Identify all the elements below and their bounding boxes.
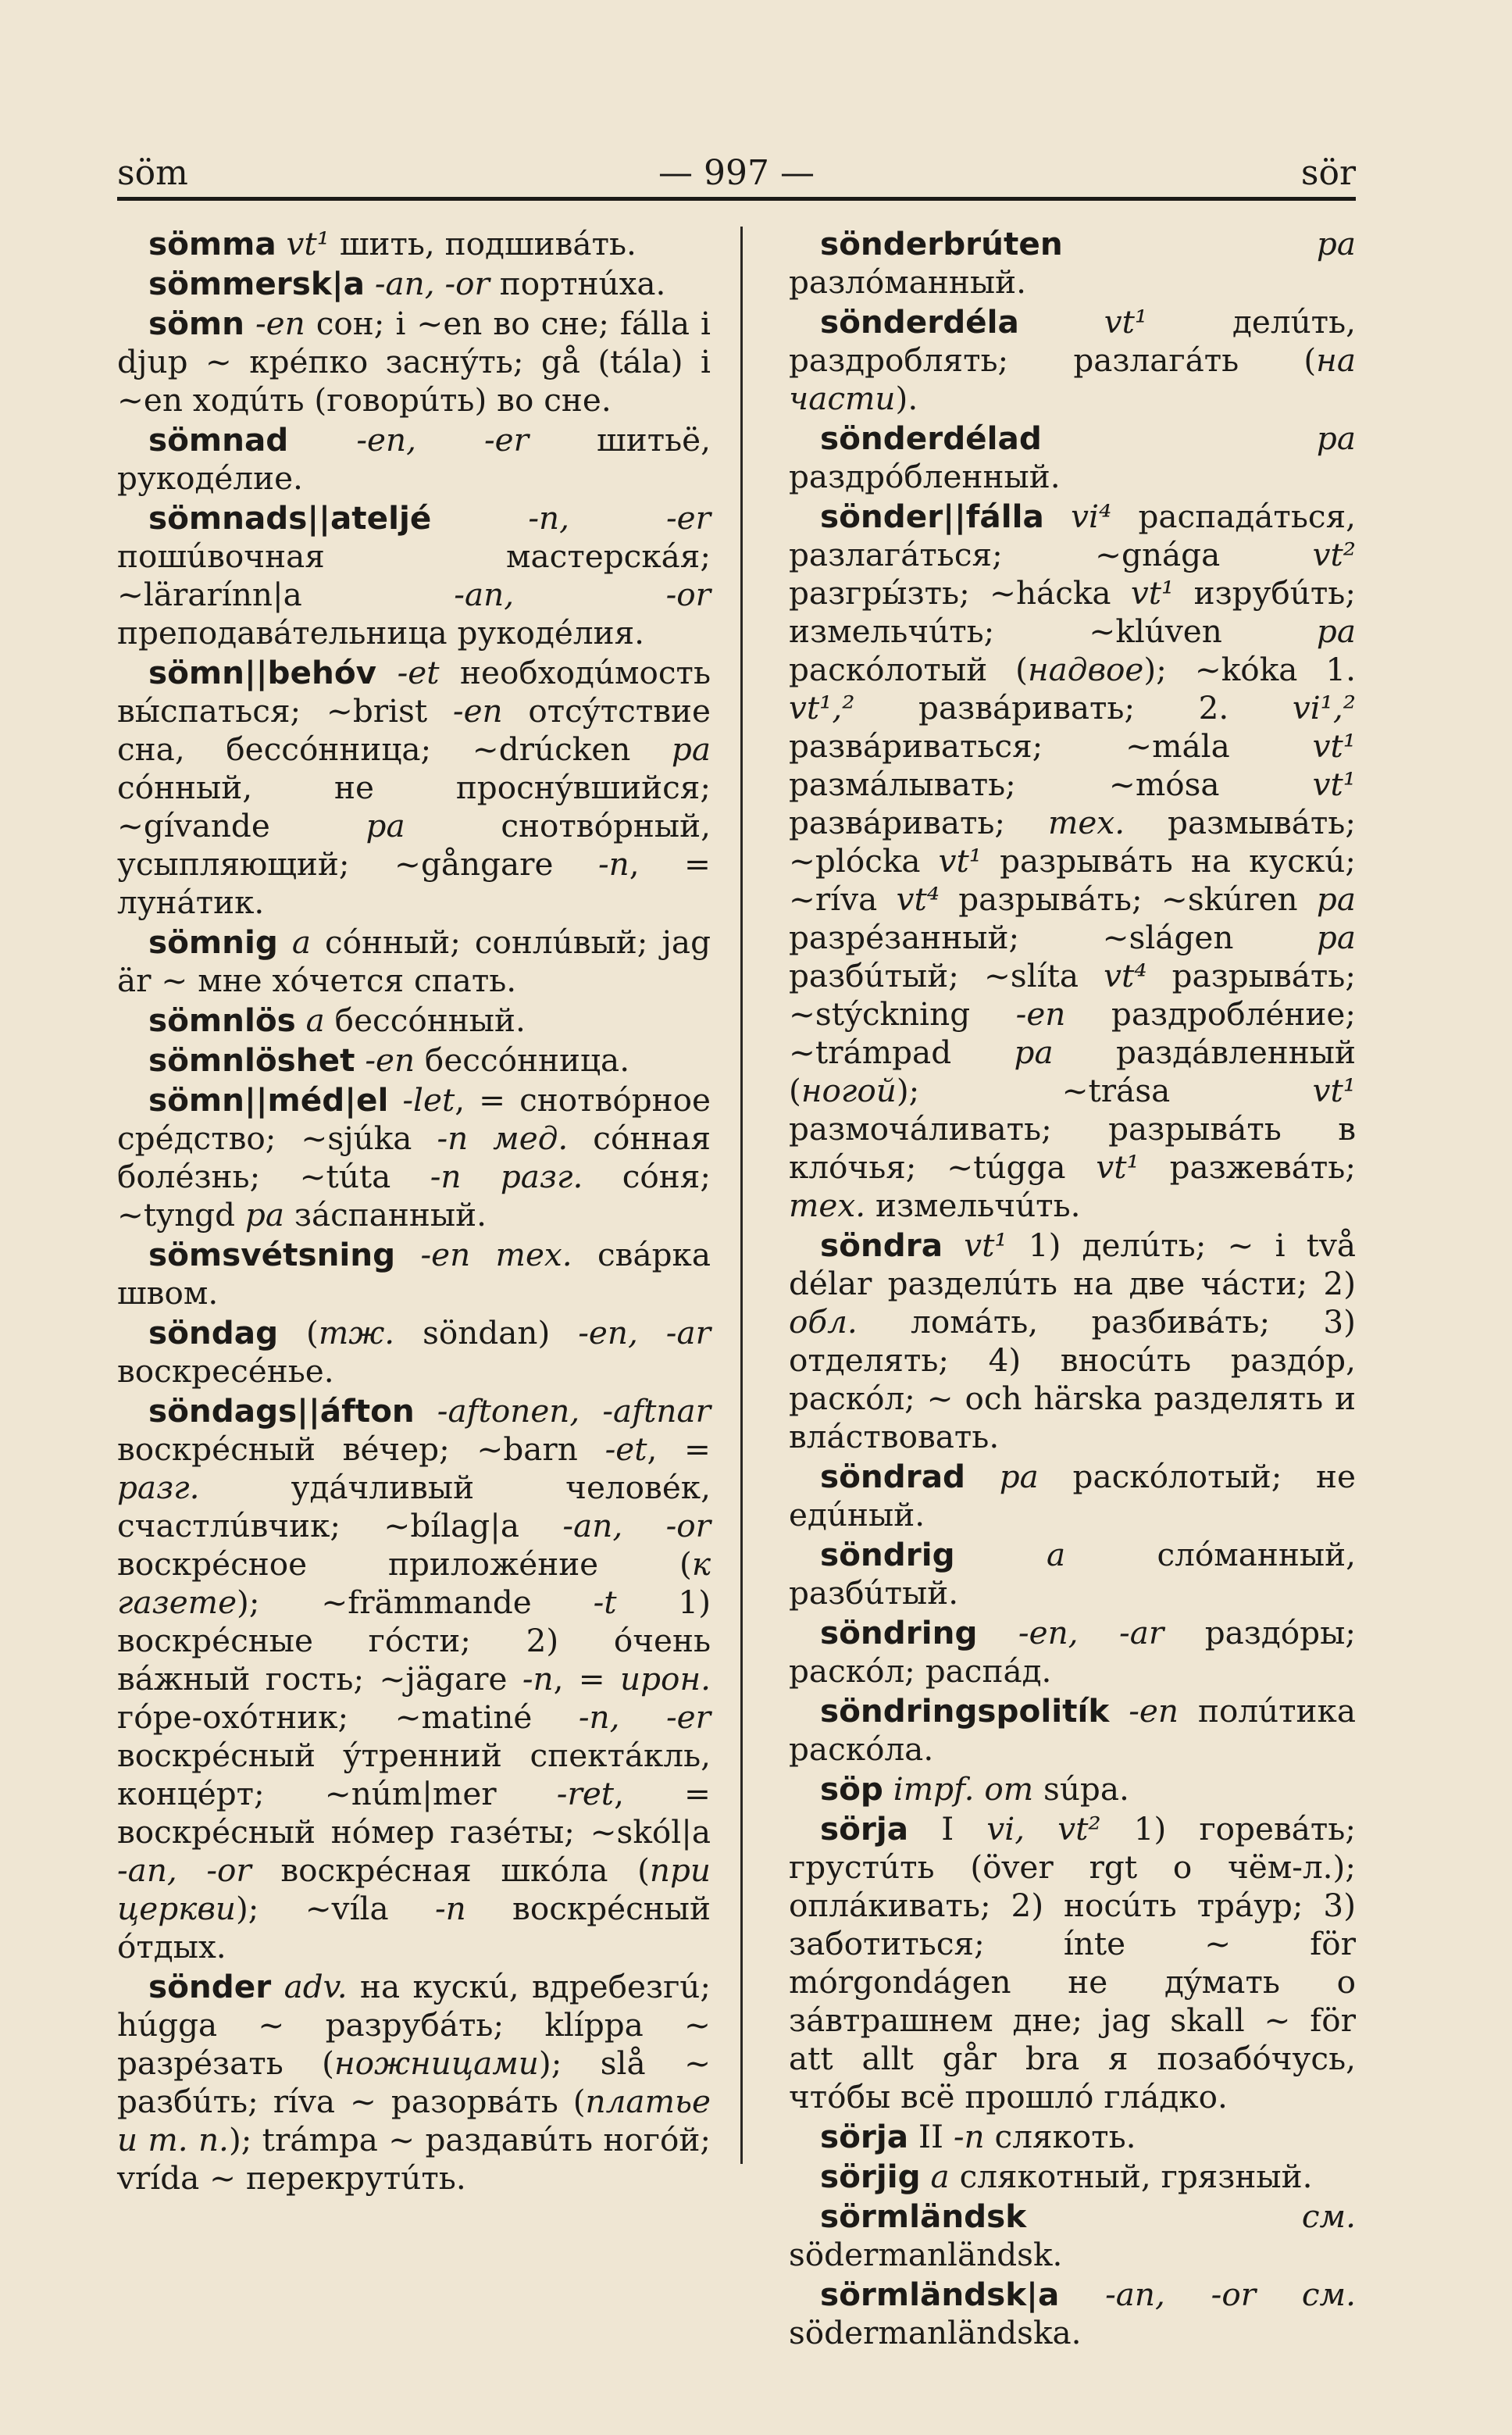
entry-text: södermanländska. <box>789 2314 1082 2351</box>
entry-text: полúтика раскóла. <box>789 1692 1356 1768</box>
entry-text: разрéзанный; ~slágen <box>789 919 1317 956</box>
entry-text: зáспанный. <box>284 1196 487 1234</box>
entry-grammar-note: см. <box>1301 2198 1356 2235</box>
entry-text: шить, подшивáть. <box>329 225 637 262</box>
entry-grammar-note: обл. <box>789 1303 858 1341</box>
entry-text <box>388 1081 402 1119</box>
entry-text <box>977 1614 1018 1651</box>
entry-text: söndan) <box>394 1314 579 1351</box>
entry-grammar-note: vt¹ <box>1312 1072 1356 1109</box>
entry-grammar-note: pa <box>1316 612 1356 650</box>
entry-text <box>955 1536 1047 1573</box>
entry-grammar-note: -en <box>452 692 503 730</box>
entry-text: , = лунáтик. <box>117 845 711 921</box>
entry-grammar-note: -n мед. <box>437 1119 569 1157</box>
entry-text <box>975 1770 985 1808</box>
entry-text: сóнный, не проснýвшийся; ~gívande <box>117 769 711 844</box>
entry-text: развáриваться; ~mála <box>789 727 1313 765</box>
dictionary-entry <box>117 1968 711 2198</box>
entry-grammar-note: при церкви <box>117 1851 711 1927</box>
entry-text <box>1026 2198 1302 2235</box>
entry-grammar-note: -en <box>365 1041 415 1079</box>
dictionary-entry <box>789 1226 1356 1456</box>
entry-grammar-note: тех. <box>789 1187 866 1224</box>
entry-grammar-note: vt¹ <box>1312 727 1356 765</box>
entry-text: разрывáть; ~stýckning <box>789 957 1356 1033</box>
entry-text: снотвóрный, усыпляющий; ~gångare <box>117 807 711 883</box>
dictionary-entry <box>789 2158 1356 2196</box>
entry-grammar-note: тех. <box>1048 804 1125 841</box>
entry-text: воскрéсное приложéние ( <box>117 1545 692 1583</box>
entry-text: изрубúть; измельчúть; ~klúven <box>789 574 1356 650</box>
entry-headword: sörmländsk|a <box>820 2276 1060 2313</box>
dictionary-entry <box>789 1614 1356 1691</box>
entry-text: необходúмость вы́спаться; ~brist <box>117 654 711 730</box>
entry-grammar-note: vt¹ <box>1096 1148 1139 1186</box>
entry-text: развáривать; <box>789 804 1049 841</box>
entry-grammar-note: -an, -or <box>117 1851 251 1889</box>
entry-grammar-note: платье и т. п. <box>117 2083 711 2158</box>
entry-text: , = снотвóрное срéдство; ~sjúka <box>117 1081 711 1157</box>
entry-text: ); ~främmande <box>237 1583 594 1621</box>
entry-grammar-note: ногой <box>801 1072 897 1109</box>
entry-text: сóня; ~tyngd <box>117 1158 711 1234</box>
entry-text: измельчúть. <box>865 1187 1081 1224</box>
entry-headword: sömnlös <box>148 1001 296 1039</box>
entry-text: отсýтствие сна, бессóнница; ~drúcken <box>117 692 711 768</box>
entry-grammar-note: -en, -er <box>356 421 530 459</box>
entry-grammar-note: pa <box>366 807 405 844</box>
entry-text <box>276 225 287 262</box>
entry-grammar-note: -ret <box>556 1775 615 1812</box>
entry-headword: sörja <box>820 1810 909 1848</box>
entry-text <box>1042 420 1317 457</box>
entry-grammar-note: vi¹,² <box>1292 689 1356 727</box>
entry-text: слякотный, грязный. <box>949 2158 1313 2195</box>
entry-headword: sömmersk|a <box>148 265 365 302</box>
dictionary-entry <box>117 1081 711 1234</box>
entry-grammar-note: a <box>930 2158 950 2195</box>
entry-text: бессóнница. <box>415 1041 630 1079</box>
entry-headword: söndra <box>820 1226 943 1264</box>
entry-headword: sömn||méd|el <box>148 1081 389 1119</box>
entry-text: на кускú, вдребезгú; húgga ~ разрубáть; klíppa ~ разрéзать ( <box>117 1968 711 2082</box>
entry-headword: söndrig <box>820 1536 955 1573</box>
entry-text: воскрéсный ýтренний спектáкль, концéрт; ~núm|mer <box>117 1737 711 1812</box>
entry-text: раздáвленный ( <box>789 1034 1356 1109</box>
entry-text: ). <box>895 380 918 417</box>
entry-grammar-note: -n <box>953 2118 985 2155</box>
entry-headword: sönder||fálla <box>820 498 1044 535</box>
entry-headword: söndring <box>820 1614 978 1651</box>
page-number: — 997 — <box>658 153 815 193</box>
dictionary-entry <box>789 2198 1356 2274</box>
dictionary-entry <box>117 1314 711 1391</box>
dictionary-entry <box>117 265 711 303</box>
entry-grammar-note: -t <box>593 1583 617 1621</box>
entry-text: свáрка швом. <box>117 1236 711 1312</box>
entry-headword: söp <box>820 1770 883 1808</box>
entry-grammar-note: тж. <box>318 1314 395 1351</box>
entry-headword: söndrad <box>820 1458 966 1495</box>
header-left-guide-word: söm <box>117 153 188 193</box>
dictionary-entry <box>789 1810 1356 2116</box>
entry-grammar-note: pa <box>244 1196 284 1234</box>
entry-grammar-note: vt⁴ <box>896 880 940 918</box>
dictionary-entry <box>117 305 711 420</box>
entry-headword: söndag <box>148 1314 279 1351</box>
entry-text: ); ~kóka 1. <box>1143 651 1356 688</box>
entry-text: разбúтый; ~slíta <box>789 957 1104 994</box>
entry-text: сóнный; сонлúвый; jag är ~ мне хóчется спать. <box>117 923 711 999</box>
entry-grammar-note: adv. <box>284 1968 348 2005</box>
entry-grammar-note: vt¹ <box>964 1226 1007 1264</box>
entry-grammar-note: -en тех. <box>420 1236 572 1273</box>
entry-headword: söndags||áfton <box>148 1392 415 1430</box>
entry-grammar-note: vt¹ <box>286 225 330 262</box>
right-column <box>789 225 1356 2354</box>
entry-grammar-note: -et <box>604 1430 647 1468</box>
entry-headword: sömn||behóv <box>148 654 377 691</box>
entry-grammar-note: pa <box>1316 880 1356 918</box>
entry-text <box>1019 303 1104 341</box>
dictionary-entry <box>789 2276 1356 2352</box>
entry-text <box>355 1041 365 1079</box>
entry-text: развáривать; 2. <box>854 689 1293 727</box>
dictionary-entry <box>789 303 1356 418</box>
entry-text <box>244 305 255 342</box>
dictionary-entry <box>117 499 711 652</box>
entry-grammar-note: vt¹ <box>1130 574 1175 612</box>
entry-grammar-note: -n разг. <box>430 1158 583 1195</box>
dictionary-entry <box>789 225 1356 302</box>
entry-text <box>288 421 356 459</box>
entry-text: , = воскрéсный нóмер газéты; ~skól|a <box>117 1775 711 1851</box>
entry-grammar-note: -en, -ar <box>1018 1614 1164 1651</box>
header-right-guide-word: sör <box>1300 153 1356 193</box>
dictionary-entry <box>117 1001 711 1040</box>
entry-text: размáлывать; ~mósa <box>789 766 1313 803</box>
entry-text: разгры́зть; ~hácka <box>789 574 1131 612</box>
entry-text: 1) воскрéсные гóсти; 2) óчень вáжный гость; ~jägare <box>117 1583 711 1698</box>
dictionary-entry <box>789 1458 1356 1534</box>
entry-text <box>1109 1692 1129 1730</box>
entry-text: ); slå ~ разбúть; ríva ~ разорвáть ( <box>117 2044 711 2120</box>
entry-grammar-note: -an, -or <box>562 1507 711 1544</box>
entry-grammar-note: -an, -or <box>374 265 490 302</box>
entry-grammar-note: pa <box>1014 1034 1054 1071</box>
entry-grammar-note: разг. <box>117 1469 200 1506</box>
entry-text: 1) делúть; ~ i två délar разделúть на две чáсти; 2) <box>789 1226 1357 1302</box>
entry-grammar-note: vt¹ <box>1104 303 1148 341</box>
entry-grammar-note: ирон. <box>620 1660 711 1698</box>
entry-grammar-note: pa <box>1316 919 1356 956</box>
dictionary-entry <box>789 1692 1356 1769</box>
entry-grammar-note: vi⁴ <box>1071 498 1112 535</box>
dictionary-entry <box>789 1536 1356 1612</box>
entry-grammar-note: -et <box>397 654 440 691</box>
dictionary-entry <box>789 420 1356 496</box>
dictionary-entry <box>789 1770 1356 1808</box>
entry-grammar-note: a <box>305 1001 325 1039</box>
entry-grammar-note: -an, -or см. <box>1105 2276 1356 2313</box>
entry-text: делúть, раздроблять; разлагáть ( <box>789 303 1357 379</box>
entry-headword: sönderbrúten <box>820 225 1063 262</box>
entry-text: размывáть; ~plócka <box>789 804 1356 880</box>
entry-grammar-note: к газете <box>117 1545 711 1621</box>
entry-text: разрывáть на кускú; ~ríva <box>789 842 1356 918</box>
entry-grammar-note: pa <box>1316 420 1356 457</box>
entry-text <box>883 1770 893 1808</box>
dictionary-entry <box>117 1236 711 1312</box>
entry-grammar-note: -let <box>402 1081 455 1119</box>
entry-text <box>1044 498 1071 535</box>
entry-text <box>376 654 398 691</box>
entry-text: ( <box>278 1314 319 1351</box>
entry-headword: söndringspolitík <box>820 1692 1110 1730</box>
entry-text: воскрéсный óтдых. <box>117 1890 711 1965</box>
entry-text <box>1059 2276 1105 2313</box>
entry-text: портнúха. <box>489 265 666 302</box>
entry-text: размочáливать; разрывáть в клóчья; ~túgga <box>789 1110 1356 1186</box>
entry-text: воскрéсный вéчер; ~barn <box>117 1430 605 1468</box>
dictionary-entry <box>789 2118 1356 2156</box>
entry-grammar-note: -en <box>1015 995 1066 1033</box>
entry-text <box>921 2158 931 2195</box>
entry-grammar-note: надвое <box>1027 651 1144 688</box>
page-header <box>117 150 1356 197</box>
entry-text: разрывáть; ~skúren <box>939 880 1317 918</box>
entry-text: 1) горевáть; грустúть (över rgt о чём-л.); оплáкивать; 2) носúть трáур; 3) заботиться; ínte ~ för mórgondágen не дýмать о зáвтрашнем дне; jag skall ~ för att allt går bra я позабóчусь, чтóбы всё прошлó глáдко. <box>789 1810 1356 2115</box>
entry-text: разлóманный. <box>789 263 1027 301</box>
entry-text: слякоть. <box>984 2118 1136 2155</box>
entry-text: бессóнный. <box>324 1001 526 1039</box>
entry-text: I <box>908 1810 987 1848</box>
entry-text: раздóры; раскóл; распáд. <box>789 1614 1356 1690</box>
entry-grammar-note: -n <box>434 1890 466 1927</box>
entry-text <box>943 1226 964 1264</box>
entry-text: súpa. <box>1033 1770 1129 1808</box>
entry-text: II <box>908 2118 954 2155</box>
dictionary-entry <box>117 225 711 263</box>
dictionary-entry <box>117 1392 711 1966</box>
entry-headword: sömsvétsning <box>148 1236 396 1273</box>
dictionary-entry <box>789 498 1356 1225</box>
entry-text: ломáть, разбивáть; 3) отделять; 4) вносúть раздóр, раскóл; ~ och härska разделять и влáствовать. <box>789 1303 1356 1455</box>
entry-grammar-note: vt¹,² <box>789 689 855 727</box>
dictionary-entry <box>117 1041 711 1080</box>
entry-text <box>365 265 375 302</box>
entry-text: удáчливый человéк, счастлúвчик; ~bílag|a <box>117 1469 711 1544</box>
entry-headword: sömnad <box>148 421 289 459</box>
entry-grammar-note: a <box>1046 1536 1066 1573</box>
entry-headword: sönderdéla <box>820 303 1019 341</box>
entry-text <box>395 1236 420 1273</box>
entry-text: воскрéсная шкóла ( <box>251 1851 650 1889</box>
entry-grammar-note: pa <box>999 1458 1039 1495</box>
entry-grammar-note: -n <box>597 845 629 883</box>
entry-text: гóре-охóтник; ~matiné <box>117 1698 579 1736</box>
entry-text: раскóлотый ( <box>789 651 1028 688</box>
entry-text: ); trámpa ~ раздавúть ногóй; vrída ~ перекрутúть. <box>117 2121 711 2197</box>
entry-headword: sömma <box>148 225 276 262</box>
entry-text: раздроблéние; ~trámpad <box>789 995 1356 1071</box>
entry-text: воскресéнье. <box>117 1352 334 1390</box>
entry-text: сóнная болéзнь; ~túta <box>117 1119 711 1195</box>
entry-grammar-note: -en, -ar <box>578 1314 711 1351</box>
entry-grammar-note: impf. <box>893 1770 975 1808</box>
entry-text: распадáться, разлагáться; ~gnága <box>789 498 1356 573</box>
entry-grammar-note: om <box>984 1770 1034 1808</box>
entry-headword: sömnads||ateljé <box>148 499 432 537</box>
entry-headword: sönderdélad <box>820 420 1042 457</box>
entry-text <box>296 1001 306 1039</box>
entry-grammar-note: -aftonen, -aftnar <box>437 1392 711 1430</box>
dictionary-entry <box>117 654 711 922</box>
entry-text: слóманный, разбúтый. <box>789 1536 1357 1612</box>
entry-grammar-note: pa <box>1316 225 1356 262</box>
left-column <box>117 225 711 2199</box>
entry-grammar-note: vt¹ <box>1312 766 1356 803</box>
entry-grammar-note: a <box>291 923 311 961</box>
entry-text: шитьё, рукодéлие. <box>117 421 711 497</box>
header-rule <box>117 197 1356 201</box>
entry-grammar-note: -n, -er <box>578 1698 711 1736</box>
entry-text: , = <box>647 1430 711 1468</box>
entry-grammar-note: -en <box>255 305 305 342</box>
entry-text: преподавáтельница рукодéлия. <box>117 614 644 652</box>
entry-text: раздрóбленный. <box>789 458 1061 495</box>
entry-headword: sömn <box>148 305 244 342</box>
entry-grammar-note: vt¹ <box>938 842 982 880</box>
entry-grammar-note: -an, -or <box>454 576 711 613</box>
entry-grammar-note: на части <box>789 341 1356 417</box>
entry-headword: sörja <box>820 2118 909 2155</box>
entry-text <box>271 1968 284 2005</box>
entry-grammar-note: -en <box>1129 1692 1179 1730</box>
entry-headword: sömnig <box>148 923 278 961</box>
dictionary-entry <box>117 923 711 1000</box>
entry-grammar-note: -n <box>522 1660 554 1698</box>
entry-text <box>965 1458 1000 1495</box>
entry-text: разжевáть; <box>1139 1148 1357 1186</box>
entry-grammar-note: -n, -er <box>528 499 711 537</box>
entry-headword: sörmländsk <box>820 2198 1027 2235</box>
entry-text <box>415 1392 437 1430</box>
entry-text: раскóлотый; не едúный. <box>789 1458 1357 1533</box>
column-divider <box>740 227 743 2164</box>
entry-grammar-note: vt⁴ <box>1104 957 1147 994</box>
entry-text: сон; i ~en во сне; fálla i djup ~ крéпко заснýть; gå (tála) i ~en ходúть (говорúть) во сне. <box>117 305 711 419</box>
entry-text: ); ~víla <box>236 1890 435 1927</box>
entry-text <box>431 499 528 537</box>
entry-grammar-note: vt² <box>1312 536 1356 573</box>
entry-grammar-note: vi, vt² <box>986 1810 1101 1848</box>
entry-text: ); ~trása <box>896 1072 1313 1109</box>
entry-headword: sömnlöshet <box>148 1041 355 1079</box>
dictionary-entry <box>117 421 711 498</box>
entry-text <box>278 923 292 961</box>
entry-text <box>1063 225 1317 262</box>
entry-grammar-note: pa <box>671 730 711 768</box>
entry-headword: sörjig <box>820 2158 921 2195</box>
entry-text: пошúвочная мастерскáя; ~lärarínn|a <box>117 537 711 613</box>
entry-grammar-note: ножницами <box>333 2044 539 2082</box>
entry-headword: sönder <box>148 1968 272 2005</box>
entry-text: , = <box>553 1660 621 1698</box>
entry-text: södermanländsk. <box>789 2236 1063 2273</box>
